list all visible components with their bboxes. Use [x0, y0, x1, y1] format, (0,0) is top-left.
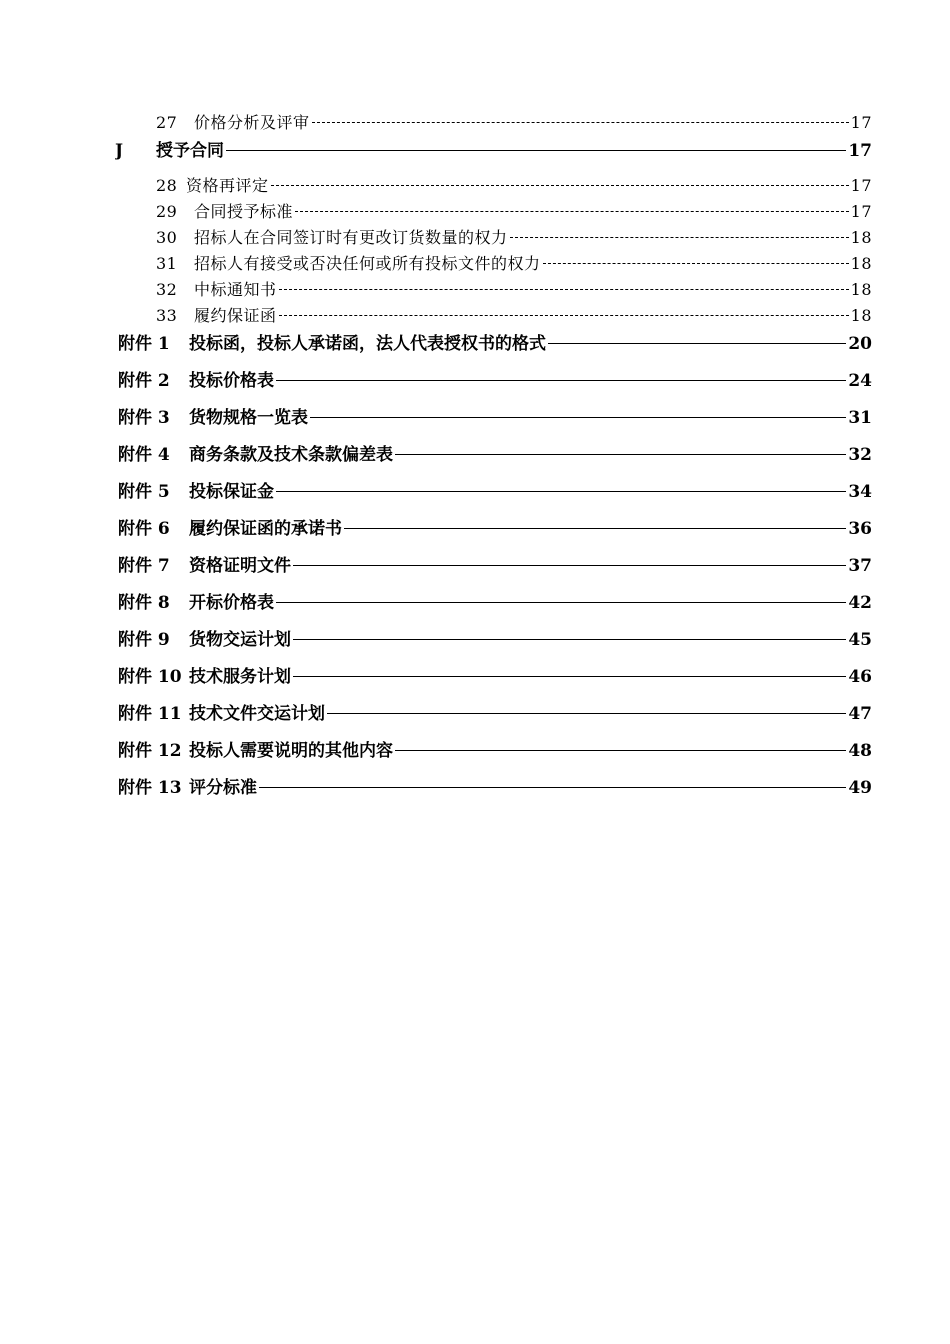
toc-annex-number: 附件 13 [118, 778, 182, 798]
toc-entry-number: 28 [156, 176, 178, 195]
toc-entry-title: 资格再评定 [186, 176, 269, 195]
toc-entry-number: 32 [156, 280, 178, 299]
toc-annex-title: 投标价格表 [189, 371, 274, 391]
toc-annex-1[interactable] [118, 329, 872, 354]
dash-leader [276, 380, 846, 381]
dot-leader [271, 185, 849, 186]
dash-leader [293, 639, 846, 640]
toc-annex-title: 投标保证金 [189, 482, 274, 502]
toc-annex-page: 45 [848, 630, 872, 650]
toc-entry-page: 18 [850, 280, 872, 299]
toc-section-page: 17 [848, 141, 872, 161]
toc-annex-title: 技术服务计划 [189, 667, 291, 687]
dash-leader [344, 528, 846, 529]
toc-annex-title: 履约保证函的承诺书 [189, 519, 342, 539]
toc-section-letter: J [115, 141, 124, 161]
dash-leader [293, 565, 846, 566]
toc-annex-page: 46 [848, 667, 872, 687]
toc-annex-title: 货物规格一览表 [189, 408, 308, 428]
toc-annex-13[interactable] [118, 773, 872, 798]
toc-entry-title: 中标通知书 [194, 280, 277, 299]
toc-annex-number: 附件 12 [118, 741, 182, 761]
toc-annex-7[interactable] [118, 551, 872, 576]
toc-annex-number: 附件 4 [118, 445, 170, 465]
dash-leader [276, 491, 846, 492]
toc-entry-title: 合同授予标准 [194, 202, 294, 221]
toc-annex-page: 34 [848, 482, 872, 502]
toc-entry-number: 30 [156, 228, 178, 247]
toc-annex-title: 投标函，投标人承诺函，法人代表授权书的格式 [189, 334, 546, 354]
toc-entry-32[interactable] [156, 277, 872, 300]
dash-leader [548, 343, 846, 344]
dash-leader [226, 150, 846, 151]
toc-annex-number: 附件 8 [118, 593, 170, 613]
toc-annex-page: 32 [848, 445, 872, 465]
toc-entry-page: 18 [850, 306, 872, 325]
toc-entry-27[interactable] [156, 110, 872, 133]
toc-entry-33[interactable] [156, 303, 872, 326]
dash-leader [395, 750, 846, 751]
toc-annex-3[interactable] [118, 403, 872, 428]
toc-annex-number: 附件 10 [118, 667, 182, 687]
dash-leader [327, 713, 846, 714]
toc-annex-number: 附件 11 [118, 704, 182, 724]
toc-annex-page: 42 [848, 593, 872, 613]
dot-leader [312, 122, 849, 123]
toc-annex-2[interactable] [118, 366, 872, 391]
toc-annex-title: 投标人需要说明的其他内容 [189, 741, 393, 761]
dot-leader [510, 237, 849, 238]
toc-entry-30[interactable] [156, 225, 872, 248]
toc-annex-title: 商务条款及技术条款偏差表 [189, 445, 393, 465]
toc-entry-number: 29 [156, 202, 178, 221]
toc-annex-page: 36 [848, 519, 872, 539]
toc-entry-number: 31 [156, 254, 178, 273]
dot-leader [543, 263, 849, 264]
toc-annex-11[interactable] [118, 699, 872, 724]
toc-annex-title: 评分标准 [189, 778, 257, 798]
toc-annex-page: 24 [848, 371, 872, 391]
toc-annex-title: 开标价格表 [189, 593, 274, 613]
toc-annex-title: 技术文件交运计划 [189, 704, 325, 724]
toc-annex-8[interactable] [118, 588, 872, 613]
toc-annex-12[interactable] [118, 736, 872, 761]
toc-entry-number: 27 [156, 113, 178, 132]
toc-section-title: 授予合同 [156, 141, 224, 161]
toc-entry-28[interactable] [156, 173, 872, 196]
dot-leader [279, 289, 849, 290]
toc-entry-page: 17 [850, 202, 872, 221]
dash-leader [259, 787, 846, 788]
toc-entry-page: 18 [850, 228, 872, 247]
toc-annex-6[interactable] [118, 514, 872, 539]
toc-annex-number: 附件 9 [118, 630, 170, 650]
toc-annex-number: 附件 7 [118, 556, 170, 576]
toc-entry-page: 18 [850, 254, 872, 273]
toc-annex-title: 资格证明文件 [189, 556, 291, 576]
toc-annex-page: 31 [848, 408, 872, 428]
toc-entry-page: 17 [850, 113, 872, 132]
toc-annex-page: 48 [848, 741, 872, 761]
toc-annex-page: 37 [848, 556, 872, 576]
toc-annex-number: 附件 3 [118, 408, 170, 428]
dot-leader [279, 315, 849, 316]
toc-entry-title: 价格分析及评审 [194, 113, 310, 132]
toc-annex-9[interactable] [118, 625, 872, 650]
toc-annex-number: 附件 5 [118, 482, 170, 502]
toc-annex-number: 附件 2 [118, 371, 170, 391]
dash-leader [276, 602, 846, 603]
toc-annex-5[interactable] [118, 477, 872, 502]
dash-leader [310, 417, 846, 418]
toc-annex-title: 货物交运计划 [189, 630, 291, 650]
toc-annex-page: 47 [848, 704, 872, 724]
dash-leader [293, 676, 846, 677]
toc-entry-31[interactable] [156, 251, 872, 274]
toc-section-j[interactable] [115, 136, 872, 161]
toc-entry-title: 招标人在合同签订时有更改订货数量的权力 [194, 228, 508, 247]
toc-annex-page: 49 [848, 778, 872, 798]
toc-entry-page: 17 [850, 176, 872, 195]
toc-annex-number: 附件 1 [118, 334, 170, 354]
toc-annex-4[interactable] [118, 440, 872, 465]
dot-leader [295, 211, 849, 212]
toc-entry-number: 33 [156, 306, 178, 325]
toc-entry-title: 履约保证函 [194, 306, 277, 325]
toc-annex-number: 附件 6 [118, 519, 170, 539]
toc-entry-title: 招标人有接受或否决任何或所有投标文件的权力 [194, 254, 541, 273]
toc-entry-29[interactable] [156, 199, 872, 222]
dash-leader [395, 454, 846, 455]
toc-annex-page: 20 [848, 334, 872, 354]
toc-annex-10[interactable] [118, 662, 872, 687]
